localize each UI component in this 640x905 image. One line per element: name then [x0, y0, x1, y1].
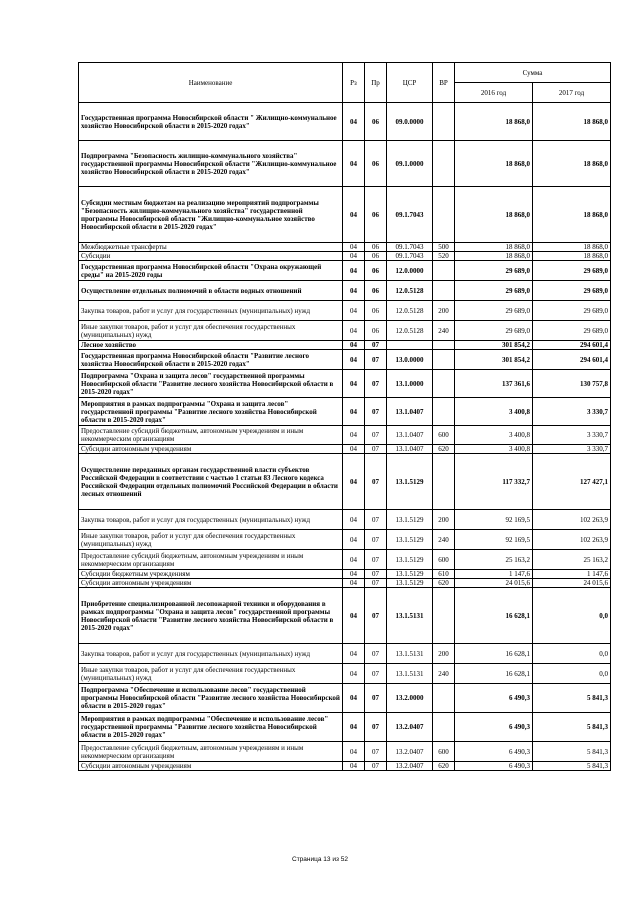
table-row — [79, 141, 611, 187]
cell-rz: 04 — [343, 550, 365, 570]
cell-vr — [433, 370, 455, 398]
cell-csr: 09.1.7043 — [387, 243, 433, 252]
cell-name: Подпрограмма "Охрана и защита лесов" государственной программы Новосибирской области "Развитие лесного хозяйства Новосибирской области в 2015-2020 годах" — [79, 370, 343, 398]
cell-pr: 06 — [365, 103, 387, 141]
budget-table — [78, 62, 611, 771]
cell-csr — [387, 341, 433, 350]
cell-sum-2017: 18 868,0 — [533, 103, 611, 141]
cell-rz: 04 — [343, 341, 365, 350]
cell-name: Субсидии бюджетным учреждениям — [79, 570, 343, 579]
cell-rz: 04 — [343, 530, 365, 550]
table-row — [79, 350, 611, 370]
header-year-2016: 2016 год — [455, 83, 533, 103]
cell-sum-2016: 18 868,0 — [455, 103, 533, 141]
cell-sum-2016: 301 854,2 — [455, 350, 533, 370]
table-row — [79, 762, 611, 771]
cell-sum-2016: 18 868,0 — [455, 187, 533, 243]
cell-sum-2017: 1 147,6 — [533, 570, 611, 579]
cell-vr — [433, 103, 455, 141]
cell-sum-2017: 102 263,9 — [533, 510, 611, 530]
table-row — [79, 454, 611, 510]
cell-pr: 07 — [365, 684, 387, 713]
cell-name: Лесное хозяйство — [79, 341, 343, 350]
cell-rz: 04 — [343, 644, 365, 664]
cell-vr — [433, 261, 455, 281]
cell-name: Закупка товаров, работ и услуг для государственных (муниципальных) нужд — [79, 510, 343, 530]
cell-csr: 13.1.5131 — [387, 588, 433, 644]
cell-sum-2017: 18 868,0 — [533, 252, 611, 261]
cell-vr — [433, 398, 455, 426]
cell-vr: 500 — [433, 243, 455, 252]
cell-sum-2016: 18 868,0 — [455, 252, 533, 261]
cell-name: Иные закупки товаров, работ и услуг для обеспечения государственных (муниципальных) нужд — [79, 530, 343, 550]
header-rz: Рз — [343, 63, 365, 103]
cell-vr — [433, 684, 455, 713]
cell-sum-2017: 294 601,4 — [533, 350, 611, 370]
cell-csr: 13.1.5129 — [387, 510, 433, 530]
cell-sum-2016: 1 147,6 — [455, 570, 533, 579]
cell-sum-2017: 18 868,0 — [533, 243, 611, 252]
cell-sum-2017: 5 841,3 — [533, 684, 611, 713]
cell-sum-2016: 6 490,3 — [455, 762, 533, 771]
cell-vr: 600 — [433, 426, 455, 445]
table-row — [79, 321, 611, 341]
cell-name: Субсидии местным бюджетам на реализацию мероприятий подпрограммы "Безопасность жилищно-коммунального хозяйства" государственной программы Новосибирской области "Жилищно-коммунальное хозяйство Новосибирской области в 2015-2020 годах" — [79, 187, 343, 243]
cell-pr: 07 — [365, 454, 387, 510]
cell-name: Субсидии автономным учреждениям — [79, 579, 343, 588]
cell-pr: 06 — [365, 252, 387, 261]
cell-pr: 06 — [365, 321, 387, 341]
cell-rz: 04 — [343, 261, 365, 281]
cell-rz: 04 — [343, 243, 365, 252]
table-row — [79, 510, 611, 530]
cell-rz: 04 — [343, 570, 365, 579]
cell-sum-2016: 29 689,0 — [455, 261, 533, 281]
cell-csr: 13.1.0000 — [387, 370, 433, 398]
cell-pr: 07 — [365, 570, 387, 579]
header-pr: Пр — [365, 63, 387, 103]
cell-rz: 04 — [343, 510, 365, 530]
cell-vr: 200 — [433, 644, 455, 664]
cell-pr: 07 — [365, 550, 387, 570]
table-body — [79, 103, 611, 771]
table-row — [79, 398, 611, 426]
header-sum: Сумма — [455, 63, 611, 83]
cell-sum-2016: 18 868,0 — [455, 243, 533, 252]
cell-rz: 04 — [343, 301, 365, 321]
cell-csr: 09.1.7043 — [387, 187, 433, 243]
header-year-2017: 2017 год — [533, 83, 611, 103]
cell-name: Субсидии автономным учреждениям — [79, 762, 343, 771]
cell-csr: 13.2.0000 — [387, 684, 433, 713]
table-row — [79, 103, 611, 141]
cell-sum-2016: 29 689,0 — [455, 281, 533, 301]
cell-csr: 13.1.5129 — [387, 570, 433, 579]
cell-rz: 04 — [343, 187, 365, 243]
cell-sum-2016: 16 628,1 — [455, 644, 533, 664]
cell-vr: 200 — [433, 301, 455, 321]
cell-sum-2016: 6 490,3 — [455, 684, 533, 713]
cell-name: Иные закупки товаров, работ и услуг для обеспечения государственных (муниципальных) нужд — [79, 321, 343, 341]
cell-sum-2017: 24 015,6 — [533, 579, 611, 588]
cell-sum-2016: 6 490,3 — [455, 742, 533, 762]
cell-vr: 240 — [433, 664, 455, 684]
cell-sum-2016: 6 490,3 — [455, 713, 533, 742]
table-row — [79, 570, 611, 579]
cell-rz: 04 — [343, 398, 365, 426]
budget-table-container — [78, 62, 610, 771]
cell-rz: 04 — [343, 321, 365, 341]
cell-sum-2017: 294 601,4 — [533, 341, 611, 350]
cell-rz: 04 — [343, 713, 365, 742]
cell-rz: 04 — [343, 103, 365, 141]
cell-sum-2016: 3 400,8 — [455, 426, 533, 445]
cell-rz: 04 — [343, 579, 365, 588]
cell-pr: 07 — [365, 426, 387, 445]
cell-pr: 07 — [365, 341, 387, 350]
cell-name: Государственная программа Новосибирской области " Жилищно-коммунальное хозяйство Новосибирской области в 2015-2020 годах" — [79, 103, 343, 141]
table-row — [79, 550, 611, 570]
cell-name: Подпрограмма "Безопасность жилищно-коммунального хозяйства" государственной программы Новосибирской области "Жилищно-коммунальное хозяйство Новосибирской области в 2015-2020 годах" — [79, 141, 343, 187]
cell-sum-2016: 3 400,8 — [455, 445, 533, 454]
cell-pr: 06 — [365, 243, 387, 252]
cell-vr: 600 — [433, 550, 455, 570]
cell-sum-2017: 0,0 — [533, 644, 611, 664]
cell-csr: 13.1.5129 — [387, 579, 433, 588]
cell-name: Осуществление отдельных полномочий в области водных отношений — [79, 281, 343, 301]
cell-csr: 13.2.0407 — [387, 762, 433, 771]
cell-name: Осуществление переданных органам государственной власти субъектов Российской Федерации в соответствии с частью 1 статьи 83 Лесного кодекса Российской Федерации отдельных полномочий Российской Федерации в области лесных отношений — [79, 454, 343, 510]
cell-vr: 600 — [433, 742, 455, 762]
cell-sum-2017: 3 330,7 — [533, 445, 611, 454]
cell-csr: 09.1.7043 — [387, 252, 433, 261]
cell-rz: 04 — [343, 664, 365, 684]
cell-sum-2017: 29 689,0 — [533, 321, 611, 341]
table-row — [79, 644, 611, 664]
cell-csr: 13.2.0407 — [387, 742, 433, 762]
cell-vr — [433, 341, 455, 350]
cell-sum-2017: 18 868,0 — [533, 141, 611, 187]
cell-sum-2016: 92 169,5 — [455, 530, 533, 550]
table-row — [79, 445, 611, 454]
table-row — [79, 243, 611, 252]
cell-sum-2016: 137 361,6 — [455, 370, 533, 398]
cell-sum-2016: 16 628,1 — [455, 588, 533, 644]
cell-rz: 04 — [343, 454, 365, 510]
cell-csr: 13.1.5129 — [387, 530, 433, 550]
cell-name: Подпрограмма "Обеспечение и использование лесов" государственной программы Новосибирской области "Развитие лесного хозяйства Новосибирской области в 2015-2020 годах" — [79, 684, 343, 713]
cell-sum-2016: 92 169,5 — [455, 510, 533, 530]
cell-pr: 07 — [365, 588, 387, 644]
cell-pr: 06 — [365, 187, 387, 243]
cell-csr: 13.1.0407 — [387, 426, 433, 445]
cell-rz: 04 — [343, 370, 365, 398]
cell-rz: 04 — [343, 252, 365, 261]
cell-pr: 07 — [365, 762, 387, 771]
cell-csr: 12.0.5128 — [387, 321, 433, 341]
cell-name: Государственная программа Новосибирской области "Развитие лесного хозяйства Новосибирской области в 2015-2020 годах" — [79, 350, 343, 370]
cell-pr: 07 — [365, 664, 387, 684]
cell-sum-2016: 24 015,6 — [455, 579, 533, 588]
cell-sum-2017: 0,0 — [533, 588, 611, 644]
table-row — [79, 370, 611, 398]
table-row — [79, 341, 611, 350]
cell-vr — [433, 454, 455, 510]
cell-csr: 12.0.5128 — [387, 281, 433, 301]
cell-csr: 12.0.0000 — [387, 261, 433, 281]
cell-vr: 240 — [433, 530, 455, 550]
cell-vr: 620 — [433, 579, 455, 588]
cell-pr: 06 — [365, 261, 387, 281]
cell-vr — [433, 141, 455, 187]
cell-vr — [433, 281, 455, 301]
cell-name: Иные закупки товаров, работ и услуг для обеспечения государственных (муниципальных) нужд — [79, 664, 343, 684]
cell-sum-2017: 5 841,3 — [533, 742, 611, 762]
table-row — [79, 579, 611, 588]
cell-sum-2017: 130 757,8 — [533, 370, 611, 398]
cell-sum-2017: 3 330,7 — [533, 398, 611, 426]
cell-sum-2017: 5 841,3 — [533, 713, 611, 742]
cell-pr: 07 — [365, 350, 387, 370]
cell-csr: 13.1.5129 — [387, 454, 433, 510]
cell-name: Предоставление субсидий бюджетным, автономным учреждениям и иным некоммерческим организациям — [79, 426, 343, 445]
cell-pr: 07 — [365, 370, 387, 398]
cell-vr — [433, 187, 455, 243]
cell-pr: 07 — [365, 713, 387, 742]
table-row — [79, 187, 611, 243]
cell-csr: 09.0.0000 — [387, 103, 433, 141]
cell-sum-2017: 0,0 — [533, 664, 611, 684]
cell-csr: 13.1.5131 — [387, 664, 433, 684]
cell-csr: 13.1.5131 — [387, 644, 433, 664]
cell-rz: 04 — [343, 350, 365, 370]
cell-name: Приобретение специализированной лесопожарной техники и оборудования в рамках подпрограммы "Охрана и защита лесов" государственной программы Новосибирской области "Развитие лесного хозяйства Новосибирской области в 2015-2020 годах" — [79, 588, 343, 644]
cell-sum-2017: 102 263,9 — [533, 530, 611, 550]
cell-vr: 610 — [433, 570, 455, 579]
cell-sum-2017: 18 868,0 — [533, 187, 611, 243]
cell-vr — [433, 588, 455, 644]
cell-rz: 04 — [343, 281, 365, 301]
cell-csr: 13.1.0407 — [387, 445, 433, 454]
cell-sum-2017: 29 689,0 — [533, 281, 611, 301]
cell-name: Субсидии — [79, 252, 343, 261]
cell-pr: 07 — [365, 644, 387, 664]
table-row — [79, 301, 611, 321]
cell-name: Межбюджетные трансферты — [79, 243, 343, 252]
cell-sum-2016: 18 868,0 — [455, 141, 533, 187]
cell-pr: 07 — [365, 398, 387, 426]
table-row — [79, 664, 611, 684]
header-name: Наименование — [79, 63, 343, 103]
cell-pr: 06 — [365, 281, 387, 301]
cell-csr: 13.1.0407 — [387, 398, 433, 426]
cell-csr: 13.2.0407 — [387, 713, 433, 742]
table-row — [79, 588, 611, 644]
cell-csr: 12.0.5128 — [387, 301, 433, 321]
cell-sum-2016: 29 689,0 — [455, 321, 533, 341]
cell-pr: 06 — [365, 141, 387, 187]
cell-name: Мероприятия в рамках подпрограммы "Охрана и защита лесов" государственной программы "Развитие лесного хозяйства Новосибирской области в 2015-2020 годах" — [79, 398, 343, 426]
cell-vr: 620 — [433, 445, 455, 454]
cell-rz: 04 — [343, 445, 365, 454]
cell-name: Государственная программа Новосибирской области "Охрана окружающей среды" на 2015-2020 годы — [79, 261, 343, 281]
cell-csr: 13.1.5129 — [387, 550, 433, 570]
cell-vr: 200 — [433, 510, 455, 530]
cell-sum-2017: 29 689,0 — [533, 261, 611, 281]
cell-vr: 240 — [433, 321, 455, 341]
cell-pr: 06 — [365, 301, 387, 321]
table-row — [79, 281, 611, 301]
cell-sum-2016: 29 689,0 — [455, 301, 533, 321]
page-footer: Страница 13 из 52 — [292, 856, 348, 863]
table-row — [79, 742, 611, 762]
cell-pr: 07 — [365, 510, 387, 530]
cell-sum-2016: 16 628,1 — [455, 664, 533, 684]
cell-sum-2016: 3 400,8 — [455, 398, 533, 426]
cell-name: Мероприятия в рамках подпрограммы "Обеспечение и использование лесов" государственной программы "Развитие лесного хозяйства Новосибирской области в 2015-2020 годах" — [79, 713, 343, 742]
cell-csr: 09.1.0000 — [387, 141, 433, 187]
cell-vr: 520 — [433, 252, 455, 261]
cell-pr: 07 — [365, 742, 387, 762]
cell-rz: 04 — [343, 426, 365, 445]
cell-name: Субсидии автономным учреждениям — [79, 445, 343, 454]
table-row — [79, 713, 611, 742]
cell-rz: 04 — [343, 684, 365, 713]
table-row — [79, 426, 611, 445]
cell-pr: 07 — [365, 530, 387, 550]
cell-pr: 07 — [365, 579, 387, 588]
cell-sum-2017: 25 163,2 — [533, 550, 611, 570]
table-row — [79, 684, 611, 713]
cell-csr: 13.0.0000 — [387, 350, 433, 370]
cell-rz: 04 — [343, 588, 365, 644]
cell-name: Предоставление субсидий бюджетным, автономным учреждениям и иным некоммерческим организациям — [79, 742, 343, 762]
cell-vr — [433, 713, 455, 742]
cell-vr: 620 — [433, 762, 455, 771]
cell-pr: 07 — [365, 445, 387, 454]
cell-sum-2017: 127 427,1 — [533, 454, 611, 510]
cell-rz: 04 — [343, 762, 365, 771]
cell-name: Закупка товаров, работ и услуг для государственных (муниципальных) нужд — [79, 301, 343, 321]
cell-sum-2017: 5 841,3 — [533, 762, 611, 771]
cell-rz: 04 — [343, 141, 365, 187]
header-vr: ВР — [433, 63, 455, 103]
cell-sum-2016: 117 332,7 — [455, 454, 533, 510]
table-row — [79, 530, 611, 550]
cell-vr — [433, 350, 455, 370]
cell-sum-2016: 301 854,2 — [455, 341, 533, 350]
header-csr: ЦСР — [387, 63, 433, 103]
table-row — [79, 252, 611, 261]
cell-rz: 04 — [343, 742, 365, 762]
cell-sum-2017: 29 689,0 — [533, 301, 611, 321]
cell-sum-2016: 25 163,2 — [455, 550, 533, 570]
table-row — [79, 261, 611, 281]
cell-sum-2017: 3 330,7 — [533, 426, 611, 445]
cell-name: Закупка товаров, работ и услуг для государственных (муниципальных) нужд — [79, 644, 343, 664]
cell-name: Предоставление субсидий бюджетным, автономным учреждениям и иным некоммерческим организациям — [79, 550, 343, 570]
